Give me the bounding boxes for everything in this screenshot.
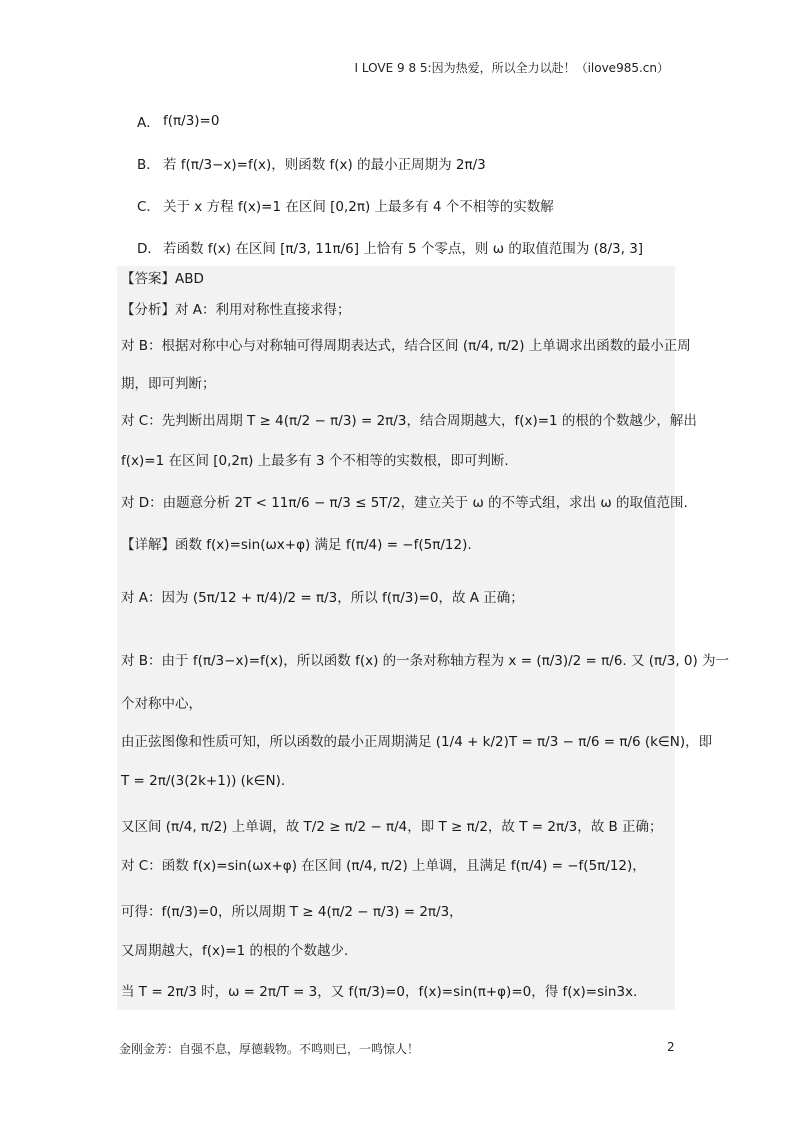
option-a	[137, 100, 657, 142]
analysis-line: 期，即可判断；	[121, 376, 216, 392]
detail-line: 可得：f(π/3)=0，所以周期 T ≥ 4(π/2 − π/3) = 2π/3，	[121, 904, 463, 920]
option-letter: C．	[137, 199, 160, 215]
detail-line: 对 B：由于 f(π/3−x)=f(x)，所以函数 f(x) 的一条对称轴方程为 x = (π/3)/2 = π/6. 又 (π/3, 0) 为一	[121, 653, 730, 669]
option-text: 若函数 f(x) 在区间 [π/3, 11π/6] 上恰有 5 个零点，则 ω 的取值范围为 (8/3, 3]	[163, 241, 644, 257]
analysis-line: f(x)=1 在区间 [0,2π) 上最多有 3 个不相等的实数根，即可判断.	[121, 453, 509, 469]
option-text: f(π/3)=0	[163, 113, 220, 129]
analysis-line: 对 B：根据对称中心与对称轴可得周期表达式，结合区间 (π/4, π/2) 上单调求出函数的最小正周	[121, 338, 691, 354]
option-text: 关于 x 方程 f(x)=1 在区间 [0,2π) 上最多有 4 个不相等的实数解	[163, 199, 554, 215]
detail-line: 由正弦图像和性质可知，所以函数的最小正周期满足 (1/4 + k/2)T = π/3 − π/6 = π/6 (k∈N)，即	[121, 734, 713, 750]
option-c	[137, 184, 657, 226]
analysis-line: 【分析】对 A：利用对称性直接求得；	[121, 302, 351, 318]
detail-line: 对 C：函数 f(x)=sin(ωx+φ) 在区间 (π/4, π/2) 上单调，且满足 f(π/4) = −f(5π/12)，	[121, 858, 646, 874]
detail-line: 个对称中心，	[121, 696, 202, 712]
answer-line: 【答案】ABD	[121, 271, 204, 287]
detail-line: 对 A：因为 (5π/12 + π/4)/2 = π/3，所以 f(π/3)=0，故 A 正确；	[121, 590, 524, 606]
detail-line: 【详解】函数 f(x)=sin(ωx+φ) 满足 f(π/4) = −f(5π/12).	[121, 537, 472, 553]
page-number: 2	[667, 1040, 675, 1054]
option-b	[137, 142, 657, 184]
page-header: I LOVE 9 8 5:因为热爱，所以全力以赴！（ilove985.cn）	[354, 61, 669, 75]
detail-line: 又周期越大，f(x)=1 的根的个数越少.	[121, 943, 349, 959]
detail-line: 又区间 (π/4, π/2) 上单调，故 T/2 ≥ π/2 − π/4，即 T ≥ π/2，故 T = 2π/3，故 B 正确；	[121, 819, 663, 835]
detail-line: T = 2π/(3(2k+1)) (k∈N).	[121, 773, 286, 789]
analysis-line: 对 D：由题意分析 2T < 11π/6 − π/3 ≤ 5T/2，建立关于 ω 的不等式组，求出 ω 的取值范围.	[121, 495, 688, 511]
detail-line: 当 T = 2π/3 时，ω = 2π/T = 3，又 f(π/3)=0，f(x)=sin(π+φ)=0，得 f(x)=sin3x.	[121, 984, 638, 1000]
option-letter: D．	[137, 241, 161, 257]
option-text: 若 f(π/3−x)=f(x)，则函数 f(x) 的最小正周期为 2π/3	[163, 157, 486, 173]
footer-motto: 金刚金芳：自强不息，厚德载物。不鸣则已，一鸣惊人！	[119, 1042, 420, 1056]
option-letter: B．	[137, 157, 160, 173]
answer-options	[137, 100, 657, 268]
analysis-line: 对 C：先判断出周期 T ≥ 4(π/2 − π/3) = 2π/3，结合周期越大，f(x)=1 的根的个数越少，解出	[121, 413, 697, 429]
option-d	[137, 226, 657, 268]
option-letter: A．	[137, 115, 160, 131]
